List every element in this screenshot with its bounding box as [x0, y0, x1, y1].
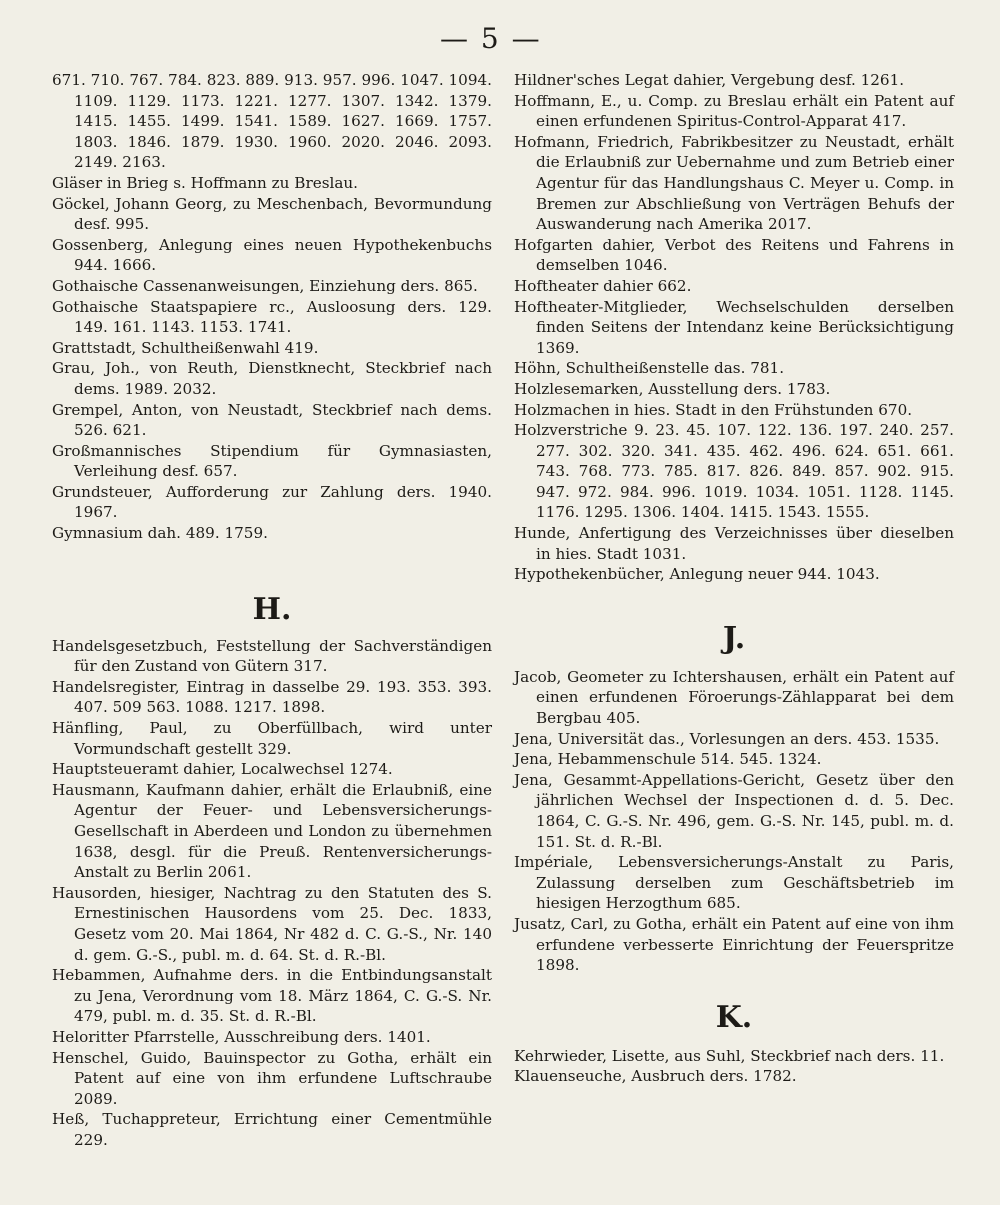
index-entry: Hofmann, Friedrich, Fabrikbesitzer zu Neustadt, erhält die Erlaubniß zur Uebernahme und zum Betrieb einer Agentur für das Handlungshaus C. Meyer u. Comp. in Bremen zur Abschließung von Verträgen Behufs der Auswanderung nach Amerika 2017.: [514, 132, 954, 234]
index-entry: Hildner'sches Legat dahier, Vergebung desf. 1261.: [514, 71, 905, 89]
index-entry: Jena, Universität das., Vorlesungen an ders. 453. 1535.: [514, 729, 940, 748]
section-letter-h: H.: [252, 591, 292, 627]
index-entry: Holzmachen in hies. Stadt in den Frühstunden 670.: [514, 400, 913, 419]
index-entry: Gothaische Cassenanweisungen, Einziehung ders. 865.: [52, 276, 478, 295]
index-entry: Hoffmann, E., u. Comp. zu Breslau erhält ein Patent auf einen erfundenen Spiritus-Control-Apparat 417.: [514, 91, 954, 131]
right-column: [514, 70, 954, 1087]
index-entry: Höhn, Schultheißenstelle das. 781.: [514, 359, 785, 378]
index-entry: 671. 710. 767. 784. 823. 889. 913. 957. 996. 1047. 1094. 1109. 1129. 1173. 1221. 1277. 1307. 1342. 1379. 1415. 1455. 1499. 1541. 1589. 1627. 1669. 1757. 1803. 1846. 1879. 1930. 1960. 2020. 2046. 2093. 2149. 2163.: [52, 71, 492, 172]
index-entry: Impériale, Lebensversicherungs-Anstalt zu Paris, Zulassung derselben zum Geschäftsbetrieb im hiesigen Herzogthum 685.: [514, 853, 954, 913]
index-entry: Gossenberg, Anlegung eines neuen Hypothekenbuchs 944. 1666.: [52, 235, 492, 275]
index-entry: Jusatz, Carl, zu Gotha, erhält ein Patent auf eine von ihm erfundene verbesserte Einrichtung der Feuerspritze 1898.: [514, 914, 954, 975]
index-entry: Henschel, Guido, Bauinspector zu Gotha, erhält ein Patent auf eine von ihm erfundene Luftschraube 2089.: [52, 1048, 492, 1108]
index-entry: Großmannisches Stipendium für Gymnasiasten, Verleihung desf. 657.: [52, 441, 492, 481]
index-entry: Jena, Hebammenschule 514. 545. 1324.: [514, 750, 822, 769]
index-entry: Grundsteuer, Aufforderung zur Zahlung ders. 1940. 1967.: [52, 482, 492, 522]
index-entry: Hunde, Anfertigung des Verzeichnisses über dieselben in hies. Stadt 1031.: [514, 524, 954, 563]
section-letter-j: J.: [722, 620, 746, 656]
index-entry: Hänfling, Paul, zu Oberfüllbach, wird unter Vormundschaft gestellt 329.: [52, 719, 492, 758]
index-entry: Handelsgesetzbuch, Feststellung der Sachverständigen für den Zustand von Gütern 317.: [52, 636, 492, 676]
index-entry: Gymnasium dah. 489. 1759.: [52, 524, 268, 543]
index-entry: Gothaische Staatspapiere rc., Ausloosung ders. 129. 149. 161. 1143. 1153. 1741.: [52, 297, 492, 337]
section-letter-k: K.: [715, 999, 753, 1035]
index-entry: Jena, Gesammt-Appellations-Gericht, Gesetz über den jährlichen Wechsel der Inspectionen d. d. 5. Dec. 1864, C. G.-S. Nr. 496, gem. G.-S. Nr. 145, publ. m. d. 151. St. d. R.-Bl.: [514, 770, 954, 851]
index-entry: Hoftheater dahier 662.: [514, 276, 692, 295]
index-entry: Hofgarten dahier, Verbot des Reitens und Fahrens in demselben 1046.: [514, 235, 954, 275]
index-entry: Klauenseuche, Ausbruch ders. 1782.: [514, 1067, 797, 1086]
index-entry: Holzverstriche 9. 23. 45. 107. 122. 136. 197. 240. 257. 277. 302. 320. 341. 435. 462. 496. 624. 651. 661. 743. 768. 773. 785. 817. 826. 849. 857. 902. 915. 947. 972. 984. 996. 1019. 1034. 1051. 1128. 1145. 1176. 1295. 1306. 1404. 1415. 1543. 1555.: [514, 421, 954, 522]
index-entry: Göckel, Johann Georg, zu Meschenbach, Bevormundung desf. 995.: [52, 194, 492, 234]
index-entry: Hausmann, Kaufmann dahier, erhält die Erlaubniß, eine Agentur der Feuer- und Lebensversicherungs-Gesellschaft in Aberdeen und London zu übernehmen 1638, desgl. für die Preuß. Rentenversicherungs-Anstalt zu Berlin 2061.: [52, 780, 492, 882]
index-entry: Hauptsteueramt dahier, Localwechsel 1274.: [52, 760, 393, 779]
index-entry: Jacob, Geometer zu Ichtershausen, erhält ein Patent auf einen erfundenen Föroerungs-Zählapparat bei dem Bergbau 405.: [514, 667, 954, 728]
index-entry: Hoftheater-Mitglieder, Wechselschulden derselben finden Seitens der Intendanz keine Berücksichtigung 1369.: [514, 297, 954, 357]
index-entry: Kehrwieder, Lisette, aus Suhl, Steckbrief nach ders. 11.: [514, 1046, 945, 1065]
index-entry: Grau, Joh., von Reuth, Dienstknecht, Steckbrief nach dems. 1989. 2032.: [52, 359, 492, 398]
page-number: — 5 —: [440, 22, 542, 55]
index-entry: Hypothekenbücher, Anlegung neuer 944. 1043.: [514, 565, 880, 584]
index-entry: Gläser in Brieg s. Hoffmann zu Breslau.: [52, 173, 359, 192]
index-entry: Grempel, Anton, von Neustadt, Steckbrief nach dems. 526. 621.: [52, 400, 492, 440]
left-column: [52, 70, 492, 1151]
index-entry: Hebammen, Aufnahme ders. in die Entbindungsanstalt zu Jena, Verordnung vom 18. März 1864, C. G.-S. Nr. 479, publ. m. d. 35. St. d. R.-Bl.: [52, 966, 492, 1026]
index-entry: Holzlesemarken, Ausstellung ders. 1783.: [514, 379, 831, 398]
index-entry: Heloritter Pfarrstelle, Ausschreibung ders. 1401.: [52, 1027, 431, 1046]
index-entry: Handelsregister, Eintrag in dasselbe 29. 193. 353. 393. 407. 509 563. 1088. 1217. 1898.: [52, 677, 492, 717]
index-entry: Heß, Tuchappreteur, Errichtung einer Cementmühle 229.: [52, 1110, 492, 1149]
index-entry: Hausorden, hiesiger, Nachtrag zu den Statuten des S. Ernestinischen Hausordens vom 25. Dec. 1833, Gesetz vom 20. Mai 1864, Nr 482 d. C. G.-S., Nr. 140 d. gem. G.-S., publ. m. d. 64. St. d. R.-Bl.: [52, 883, 492, 964]
index-entry: Grattstadt, Schultheißenwahl 419.: [52, 338, 319, 357]
